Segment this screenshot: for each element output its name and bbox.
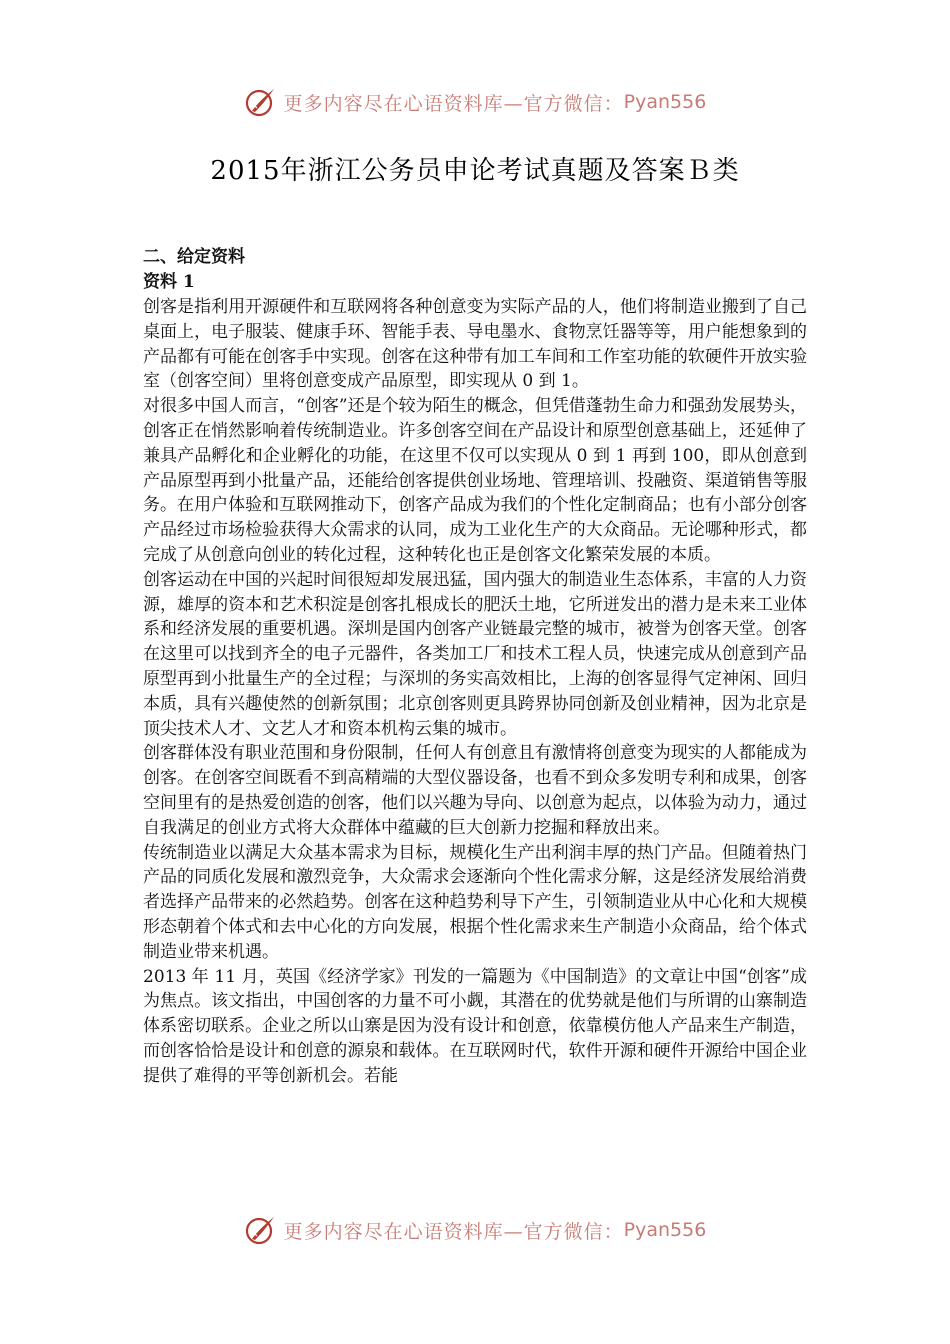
quill-logo-icon	[244, 1213, 278, 1247]
paragraph: 2013 年 11 月，英国《经济学家》刊发的一篇题为《中国制造》的文章让中国“创客”成为焦点。该文指出，中国创客的力量不可小觑，其潜在的优势就是他们与所谓的山寨制造体系密切联系。企业之所以山寨是因为没有设计和创意，依靠模仿他人产品来生产制造，而创客恰恰是设计和创意的源泉和载体。在互联网时代，软件开源和硬件开源给中国企业提供了难得的平等创新机会。若能	[143, 966, 807, 1086]
quill-logo-icon	[244, 85, 278, 119]
paragraph: 创客群体没有职业范围和身份限制，任何人有创意且有激情将创意变为现实的人都能成为创客。在创客空间既看不到高精端的大型仪器设备，也看不到众多发明专利和成果，创客空间里有的是热爱创造的创客，他们以兴趣为导向、以创意为起点，以体验为动力，通过自我满足的创业方式将大众群体中蕴藏的巨大创新力挖掘和释放出来。	[143, 743, 807, 838]
paragraph: 创客是指利用开源硬件和互联网将各种创意变为实际产品的人，他们将制造业搬到了自己桌面上，电子服装、健康手环、智能手表、导电墨水、食物烹饪器等等，用户能想象到的产品都有可能在创客手中实现。创客在这种带有加工车间和工作室功能的软硬件开放实验室（创客空间）里将创意变成产品原型，即实现从 0 到 1。	[143, 297, 807, 392]
section-heading: 二、给定资料	[143, 247, 245, 267]
paragraph: 对很多中国人而言，“创客”还是个较为陌生的概念，但凭借蓬勃生命力和强劲发展势头，创客正在悄然影响着传统制造业。许多创客空间在产品设计和原型创意基础上，还延伸了兼具产品孵化和企业孵化的功能，在这里不仅可以实现从 0 到 1 再到 100，即从创意到产品原型再到小批量产品，还能给创客提供创业场地、管理培训、投融资、渠道销售等服务。在用户体验和互联网推动下，创客产品成为我们的个性化定制商品；也有小部分创客产品经过市场检验获得大众需求的认同，成为工业化生产的大众商品。无论哪种形式，都完成了从创意向创业的转化过程，这种转化也正是创客文化繁荣发展的本质。	[143, 396, 807, 565]
watermark-brand: Pyan556	[623, 91, 707, 113]
watermark-text: 更多内容尽在心语资料库—官方微信：	[283, 92, 624, 115]
watermark-brand: Pyan556	[623, 1219, 707, 1241]
watermark-footer	[0, 1210, 950, 1250]
document-body	[143, 245, 807, 1089]
paragraph: 传统制造业以满足大众基本需求为目标，规模化生产出利润丰厚的热门产品。但随着热门产品的同质化发展和激烈竞争，大众需求会逐渐向个性化需求分解，这是经济发展给消费者选择产品带来的必然趋势。创客在这种趋势利导下产生，引领制造业从中心化和大规模形态朝着个体式和去中心化的方向发展，根据个性化需求来生产制造小众商品，给个体式制造业带来机遇。	[143, 842, 807, 962]
watermark-text: 更多内容尽在心语资料库—官方微信：	[283, 1220, 624, 1243]
document-title: 2015年浙江公务员申论考试真题及答案Ｂ类	[210, 156, 740, 186]
watermark-header	[0, 82, 950, 122]
paragraph: 创客运动在中国的兴起时间很短却发展迅猛，国内强大的制造业生态体系，丰富的人力资源，雄厚的资本和艺术积淀是创客扎根成长的肥沃土地，它所迸发出的潜力是未来工业体系和经济发展的重要机遇。深圳是国内创客产业链最完整的城市，被誉为创客天堂。创客在这里可以找到齐全的电子元器件，各类加工厂和技术工程人员，快速完成从创意到产品原型再到小批量生产的全过程；与深圳的务实高效相比，上海的创客显得气定神闲、回归本质，具有兴趣使然的创新氛围；北京创客则更具跨界协同创新及创业精神，因为北京是顶尖技术人才、文艺人才和资本机构云集的城市。	[143, 569, 807, 739]
material-label: 资料 1	[143, 272, 195, 292]
